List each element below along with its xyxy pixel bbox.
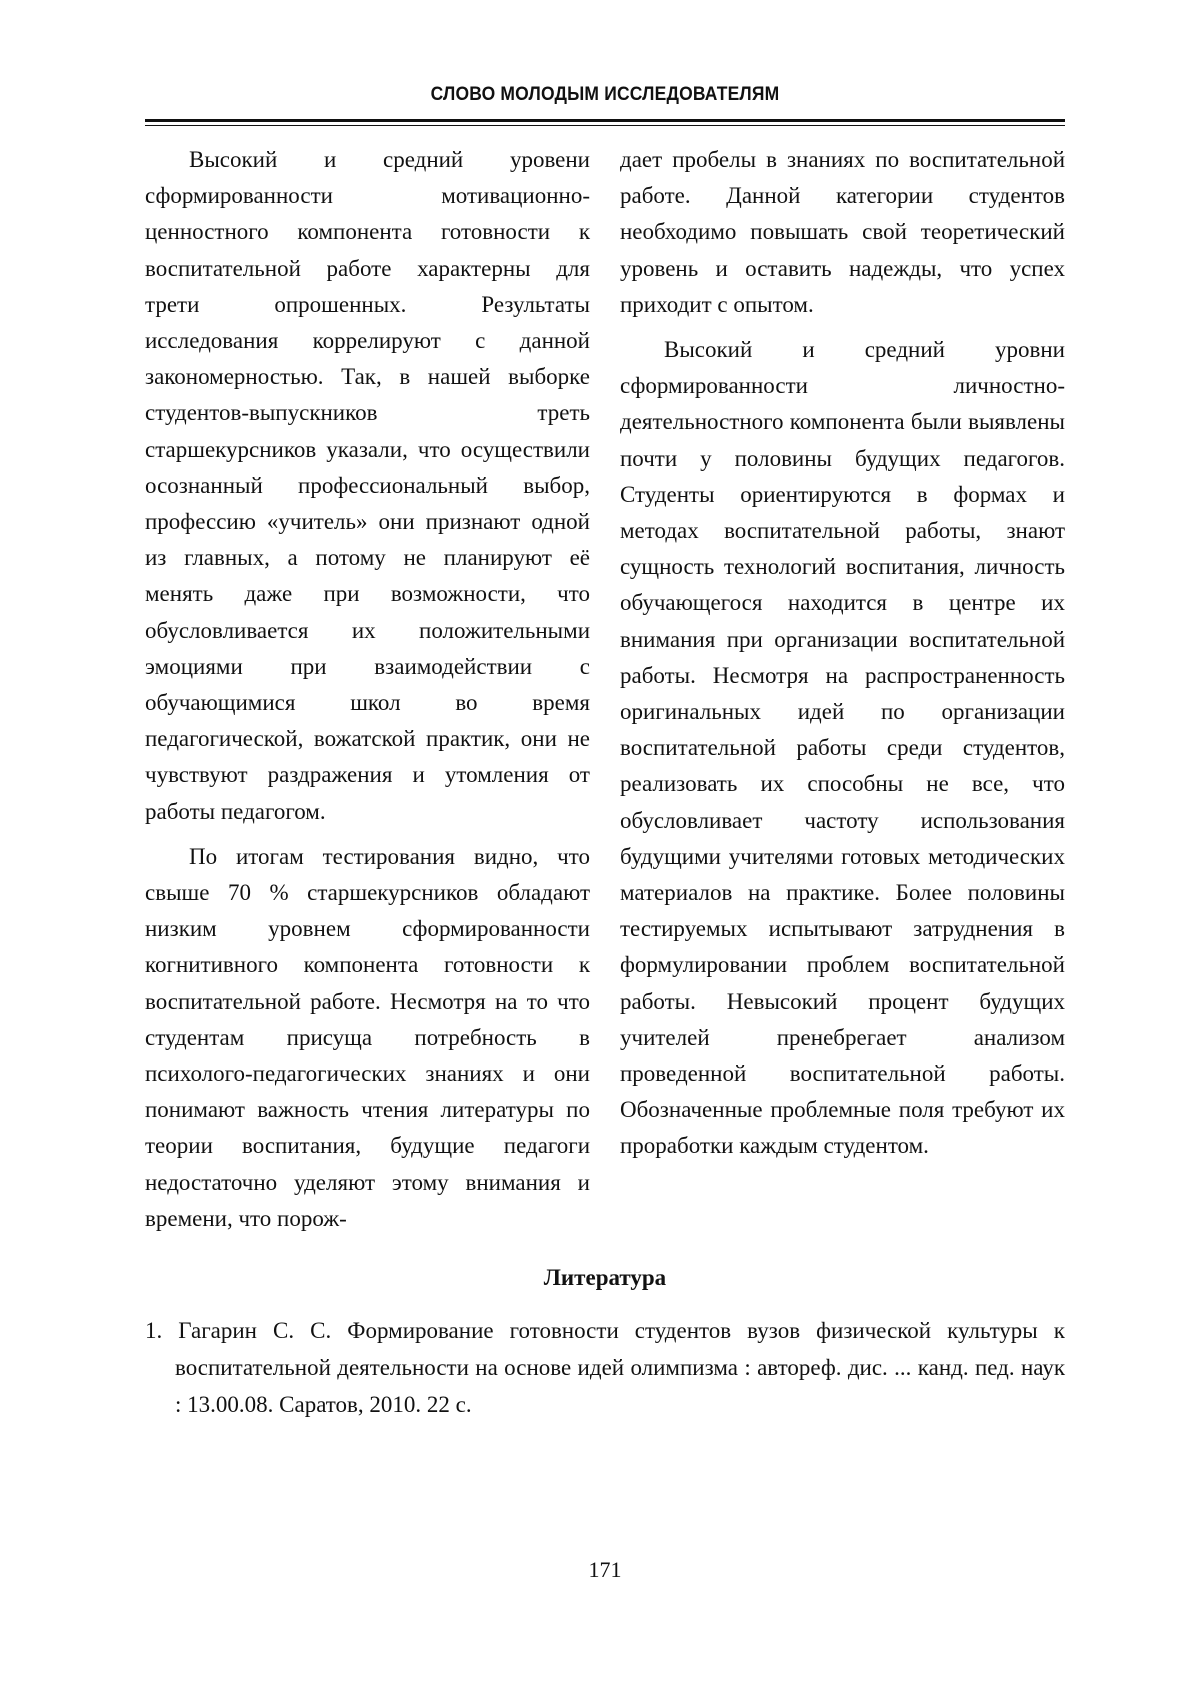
body-paragraph: Высокий и средний уровни сформированности личностно-деятельностного компонента были выявлены почти у половины будущих педагогов. Студенты ориентируются в формах и методах воспитательной работы, знают сущность технологий воспитания, личность обучающегося находится в центре их внимания при организации воспитательной работы. Несмотря на распространенность оригинальных идей по организации воспитательной работы среди студентов, реализовать их способны не все, что обусловливает частоту использования будущими учителями готовых методических материалов на практике. Более половины тестируемых испытывают затруднения в формулировании проблем воспитательной работы. Невысокий процент будущих учителей пренебрегает анализом проведенной воспитательной работы. Обозначенные проблемные поля требуют их проработки каждым студентом. [620, 332, 1065, 1165]
reference-item: 1. Гагарин С. С. Формирование готовности студентов вузов физической культуры к воспитательной деятельности на основе идей олимпизма : автореф. дис. ... канд. пед. наук : 13.00.08. Саратов, 2010. 22 с. [175, 1312, 1065, 1423]
right-column [620, 142, 1065, 1174]
body-paragraph-continuation: дает пробелы в знаниях по воспитательной работе. Данной категории студентов необходимо повышать свой теоретический уровень и оставить надежды, что успех приходит с опытом. [620, 142, 1065, 323]
page-number: 171 [145, 1557, 1065, 1583]
body-paragraph: По итогам тестирования видно, что свыше 70 % старшекурсников обладают низким уровнем сформированности когнитивного компонента готовности к воспитательной работе. Несмотря на то что студентам присуща потребность в психолого-педагогических знаниях и они понимают важность чтения литературы по теории воспитания, будущие педагоги недостаточно уделяют этому внимания и времени, что порож- [145, 839, 590, 1237]
references-heading: Литература [145, 1265, 1065, 1291]
header-divider [145, 119, 1065, 126]
reference-list [145, 1312, 1065, 1423]
running-header: СЛОВО МОЛОДЫМ ИССЛЕДОВАТЕЛЯМ [182, 84, 1028, 106]
left-column [145, 142, 590, 1246]
body-paragraph: Высокий и средний уровени сформированности мотивационно-ценностного компонента готовности к воспитательной работе характерны для трети опрошенных. Результаты исследования коррелируют с данной закономерностью. Так, в нашей выборке студентов-выпускников треть старшекурсников указали, что осуществили осознанный профессиональный выбор, профессию «учитель» они признают одной из главных, а потому не планируют её менять даже при возможности, что обусловливается их положительными эмоциями при взаимодействии с обучающимися школ во время педагогической, вожатской практик, они не чувствуют раздражения и утомления от работы педагогом. [145, 142, 590, 830]
